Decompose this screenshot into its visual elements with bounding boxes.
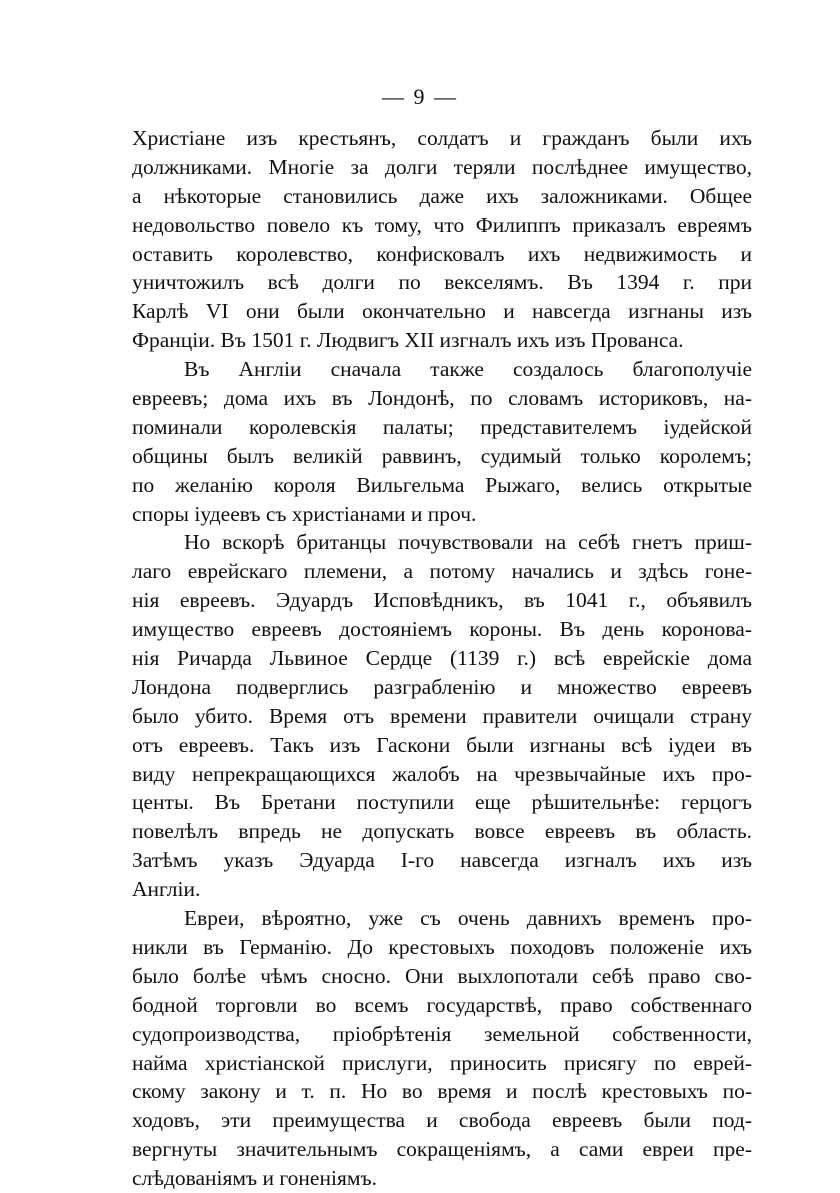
text-line: Затѣмъ указъ Эдуарда I-го навсегда изгналъ ихъ изъ <box>132 848 752 873</box>
text-line: никли въ Германію. До крестовыхъ походовъ положеніе ихъ <box>132 934 752 959</box>
paragraph <box>132 355 752 528</box>
body-text <box>132 124 752 1193</box>
text-line: по желанію короля Вильгельма Рыжаго, велись открытые <box>132 472 752 497</box>
text-line: было болѣе чѣмъ сносно. Они выхлопотали себѣ право сво- <box>132 963 752 988</box>
paragraph <box>132 528 752 904</box>
text-line: повелѣлъ впредь не допускать вовсе евреевъ въ область. <box>132 819 752 844</box>
text-line: ходовъ, эти преимущества и свобода евреевъ были под- <box>132 1108 752 1133</box>
text-line: имущество евреевъ достояніемъ короны. Въ день коронова- <box>132 617 752 642</box>
text-line: слѣдованіямъ и гоненіямъ. <box>132 1166 377 1191</box>
text-line: нія Ричарда Львиное Сердце (1139 г.) всѣ еврейскіе дома <box>132 646 752 671</box>
paragraph <box>132 124 752 355</box>
text-line: Христіане изъ крестьянъ, солдатъ и гражданъ были ихъ <box>132 126 752 150</box>
text-line: бодной торговли во всемъ государствѣ, право собственнаго <box>132 992 752 1017</box>
text-line: центы. Въ Бретани поступили еще рѣшительнѣе: герцогъ <box>132 790 752 815</box>
text-line: оставить королевство, конфисковалъ ихъ недвижимость и <box>132 241 752 266</box>
text-line: Лондона подверглись разграбленію и множество евреевъ <box>132 674 752 699</box>
text-line: отъ евреевъ. Такъ изъ Гаскони были изгнаны всѣ іудеи въ <box>132 732 752 757</box>
text-line: вергнуты значительнымъ сокращеніямъ, а сами евреи пре- <box>132 1137 752 1162</box>
text-line: Англіи. <box>132 877 201 902</box>
text-line: Франціи. Въ 1501 г. Людвигъ XII изгналъ ихъ изъ Прованса. <box>132 328 684 353</box>
text-line: а нѣкоторые становились даже ихъ заложниками. Общее <box>132 183 752 208</box>
text-line: недовольство повело къ тому, что Филиппъ приказалъ евреямъ <box>132 212 752 237</box>
text-line: евреевъ; дома ихъ въ Лондонѣ, по словамъ историковъ, на- <box>132 386 752 411</box>
text-line: лаго еврейскаго племени, а потому начались и здѣсь гоне- <box>132 559 752 584</box>
text-line: должниками. Многіе за долги теряли послѣднее имущество, <box>132 154 752 179</box>
text-line: Но вскорѣ британцы почувствовали на себѣ гнетъ приш- <box>184 530 752 555</box>
paragraph <box>132 904 752 1193</box>
text-line: найма христіанской прислуги, приносить присягу по еврей- <box>132 1050 752 1075</box>
text-line: скому закону и т. п. Но во время и послѣ крестовыхъ по- <box>132 1079 752 1104</box>
page-number: — 9 — <box>382 84 458 109</box>
text-line: было убито. Время отъ времени правители очищали страну <box>132 703 752 728</box>
text-line: Евреи, вѣроятно, уже съ очень давнихъ временъ про- <box>184 906 752 931</box>
text-line: Карлѣ VI они были окончательно и навсегда изгнаны изъ <box>132 299 752 324</box>
text-line: нія евреевъ. Эдуардъ Исповѣдникъ, въ 1041 г., объявилъ <box>132 588 752 613</box>
text-line: уничтожилъ всѣ долги по векселямъ. Въ 1394 г. при <box>132 270 752 295</box>
text-line: Въ Англіи сначала также создалось благополучіе <box>184 357 752 382</box>
text-line: споры іудеевъ съ христіанами и проч. <box>132 501 477 526</box>
text-line: общины былъ великій раввинъ, судимый только королемъ; <box>132 443 752 468</box>
text-line: судопроизводства, пріобрѣтенія земельной собственности, <box>132 1021 752 1046</box>
text-line: поминали королевскія палаты; представителемъ іудейской <box>132 414 752 439</box>
text-line: виду непрекращающихся жалобъ на чрезвычайные ихъ про- <box>132 761 752 786</box>
